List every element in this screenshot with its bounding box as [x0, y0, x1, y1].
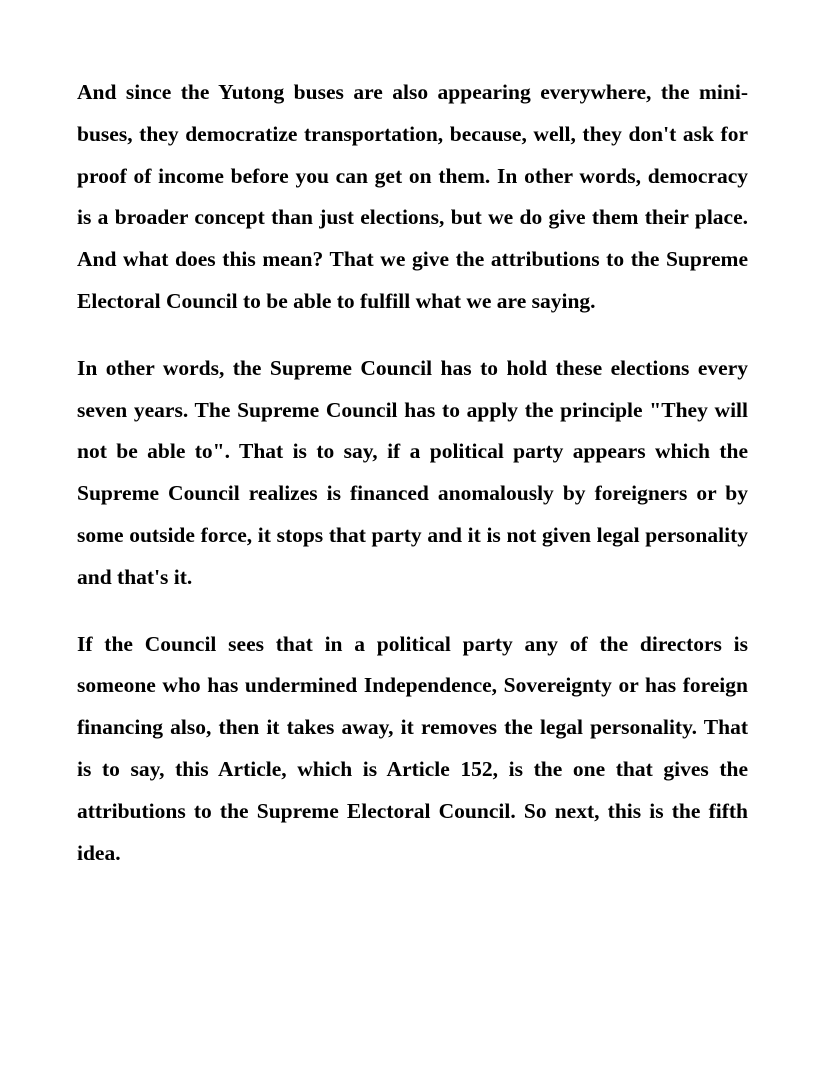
paragraph-2: In other words, the Supreme Council has to hold these elections every seven years. The Supreme Council has to apply the principle "They will not be able to". That is to say, if a political party appears which the Supreme Council realizes is financed anomalously by foreigners or by some outside force, it stops that party and it is not given legal personality and that's it. — [77, 355, 748, 589]
document-page — [77, 72, 748, 874]
paragraph-3: If the Council sees that in a political party any of the directors is someone who has undermined Independence, Sovereignty or has foreign financing also, then it takes away, it removes the legal personality. That is to say, this Article, which is Article 152, is the one that gives the attributions to the Supreme Electoral Council. So next, this is the fifth idea. — [77, 631, 748, 865]
paragraph-1: And since the Yutong buses are also appearing everywhere, the mini-buses, they democratize transportation, because, well, they don't ask for proof of income before you can get on them. In other words, democracy is a broader concept than just elections, but we do give them their place. And what does this mean? That we give the attributions to the Supreme Electoral Council to be able to fulfill what we are saying. — [77, 80, 748, 313]
